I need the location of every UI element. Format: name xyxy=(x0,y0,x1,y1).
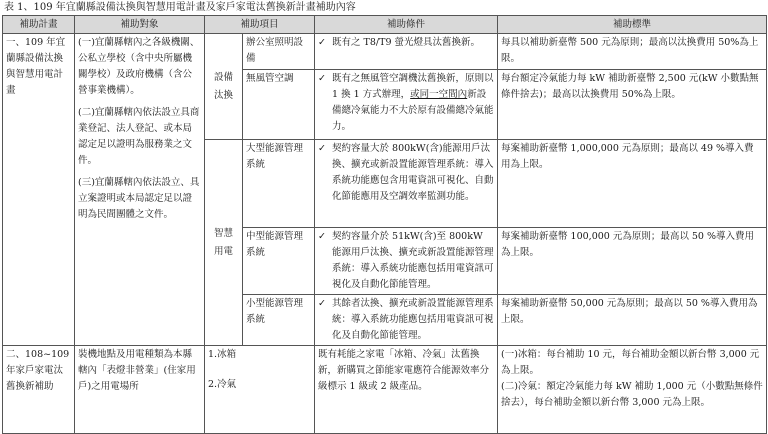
group-smart-power: 智慧用電 xyxy=(205,140,243,346)
items-2 xyxy=(205,346,315,434)
target-1 xyxy=(75,34,205,346)
group-equipment: 設備汰換 xyxy=(205,34,243,140)
header-item: 補助項目 xyxy=(205,16,315,34)
header-plan: 補助計畫 xyxy=(3,16,75,34)
item-aircon: 2.冷氣 xyxy=(208,379,237,390)
check-icon: ✓ xyxy=(318,37,326,48)
standard: 每案補助新臺幣 50,000 元為原則；最高以 50 %導入費用為上限。 xyxy=(498,295,767,346)
target-2: 裝機地點及用電種類為本縣轄內「表燈非營業」(住家用戶)之用電場所 xyxy=(75,346,205,434)
standard: 每案補助新臺幣 100,000 元為原則；最高以 50 %導入費用為上限。 xyxy=(498,228,767,295)
target-1-b: (二)宜蘭縣轄內依法設立具商業登記、法人登記、或本局認定足以證明為服務業之文件。 xyxy=(78,107,200,166)
condition: ✓ 其餘者汰換、擴充或新設置能源管理系統：導入系統功能應包括用電資訊可視化及自動化節能管理。 xyxy=(315,295,498,346)
header-standard: 補助標準 xyxy=(498,16,767,34)
condition: ✓ 既有之 T8/T9 螢光燈具汰舊換新。 xyxy=(315,34,498,70)
condition-2: 既有耗能之家電「冰箱、冷氣」汰舊換新，新購買之節能家電應符合能源效率分級標示 1 級或 2 級產品。 xyxy=(315,346,498,434)
sub-item: 辦公室照明設備 xyxy=(243,34,315,70)
plan-2: 二、108~109 年家戶家電汰舊換新補助 xyxy=(3,346,75,434)
header-target: 補助對象 xyxy=(75,16,205,34)
check-icon: ✓ xyxy=(318,298,326,309)
subsidy-table xyxy=(2,15,767,434)
header-row xyxy=(3,16,767,34)
item-fridge: 1.冰箱 xyxy=(208,349,237,360)
header-condition: 補助條件 xyxy=(315,16,498,34)
standard: 每具以補助新臺幣 500 元為原則；最高以汰換費用 50%為上限。 xyxy=(498,34,767,70)
condition: ✓ 既有之無風管空調機汰舊換新，原則以 1 換 1 方式辦理，或同一空間內新設備總冷氣能力不大於原有設備總冷氣能力。 xyxy=(315,70,498,140)
table-row xyxy=(3,34,767,70)
condition: ✓ 契約容量介於 51kW(含)至 800kW 能源用戶汰換、擴充或新設置能源管理系統：導入系統功能應包括用電資訊可視化及自動化節能管理。 xyxy=(315,228,498,295)
standard-fridge: (一)冰箱：每台補助 10 元，每台補助金額以新台幣 3,000 元為上限。 xyxy=(501,349,760,376)
condition: ✓ 契約容量大於 800kW(含)能源用戶汰換、擴充或新設置能源管理系統：導入系統功能應包含用電資訊可視化、自動化節能應用及空調效率監測功能。 xyxy=(315,140,498,228)
plan-1: 一、109 年宜蘭縣設備汰換與智慧用電計畫 xyxy=(3,34,75,346)
standard-aircon: (二)冷氣：額定冷氣能力每 kW 補助 1,000 元（小數點無條件捨去），每台補助金額以新台幣 3,000 元為上限。 xyxy=(501,381,763,408)
target-1-a: (一)宜蘭縣轄內之各級機關、公私立學校（含中央所屬機關學校）及政府機構（含公營事業機構）。 xyxy=(78,37,200,96)
standard-2 xyxy=(498,346,767,434)
check-icon: ✓ xyxy=(318,143,326,154)
sub-item: 中型能源管理系統 xyxy=(243,228,315,295)
standard: 每案補助新臺幣 1,000,000 元為原則；最高以 49 %導入費用為上限。 xyxy=(498,140,767,228)
underlined-text: 或同一空間內 xyxy=(410,89,468,100)
check-icon: ✓ xyxy=(318,231,326,242)
table-caption: 表 1、109 年宜蘭縣設備汰換與智慧用電計畫及家戶家電汰舊換新計畫補助內容 xyxy=(4,2,356,13)
target-1-c: (三)宜蘭縣轄內依法設立、具立案證明或本局認定足以證明為民間團體之文件。 xyxy=(78,177,200,220)
standard: 每台額定冷氣能力每 kW 補助新臺幣 2,500 元(kW 小數點無條件捨去)；最高以汰換費用 50%為上限。 xyxy=(498,70,767,140)
sub-item: 小型能源管理系統 xyxy=(243,295,315,346)
check-icon: ✓ xyxy=(318,73,326,84)
sub-item: 大型能源管理系統 xyxy=(243,140,315,228)
sub-item: 無風管空調 xyxy=(243,70,315,140)
table-row xyxy=(3,346,767,434)
